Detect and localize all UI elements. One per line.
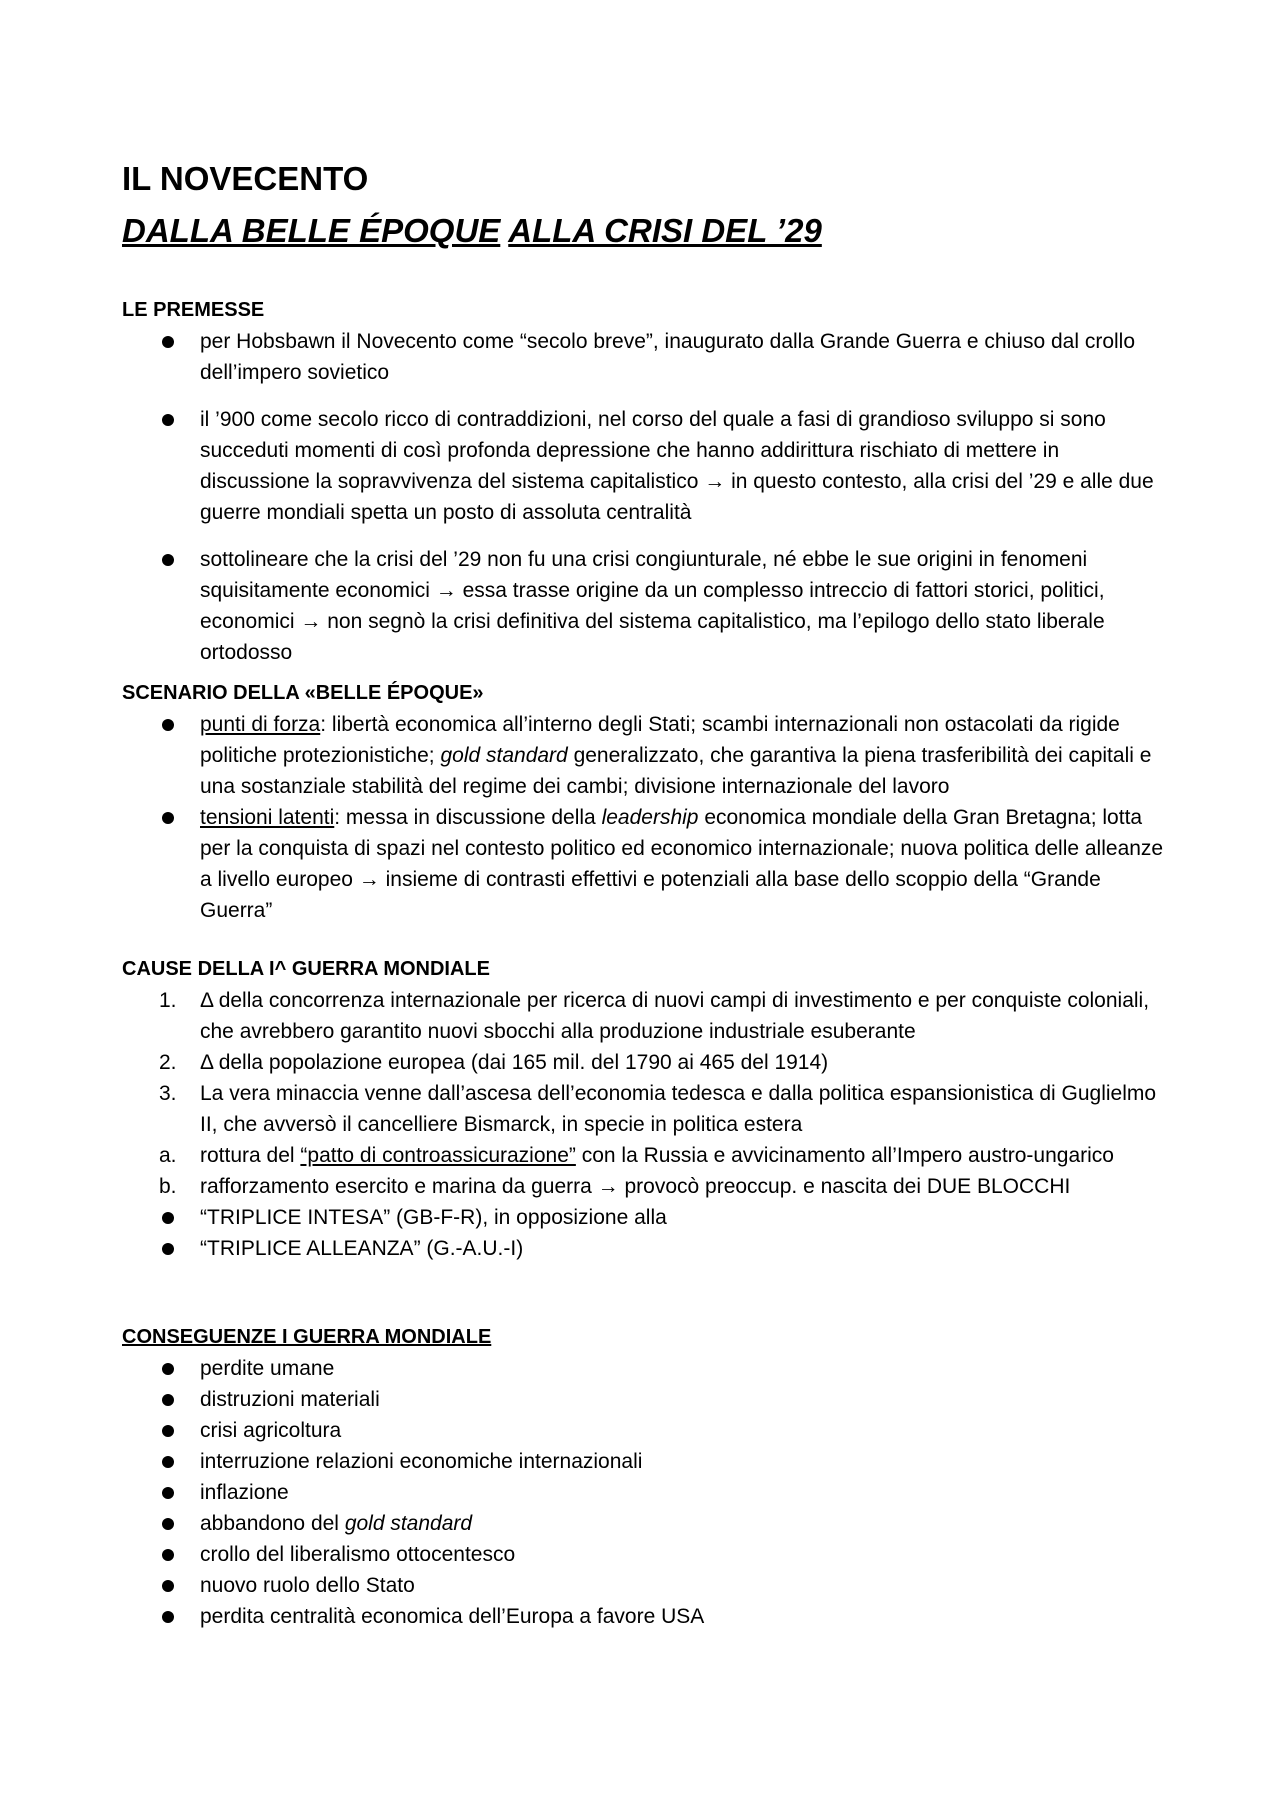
- list-item-text: La vera minaccia venne dall’ascesa dell’economia tedesca e dalla politica espansionistica di Guglielmo II, che avversò il cancelliere Bismarck, in specie in politica estera: [200, 1082, 1157, 1136]
- list-item: [122, 1508, 1170, 1539]
- document-title: IL NOVECENTO: [122, 160, 369, 197]
- list-item: [122, 1477, 1170, 1508]
- section-heading-cause: CAUSE DELLA I^ GUERRA MONDIALE: [122, 958, 490, 980]
- section-heading-premesse: LE PREMESSE: [122, 299, 265, 321]
- list-item-text: Δ della concorrenza internazionale per ricerca di nuovi campi di investimento e per conquiste coloniali, che avrebbero garantito nuovi sbocchi alla produzione industriale esuberante: [200, 989, 1150, 1043]
- list-item: [122, 1140, 1170, 1171]
- list-item: [122, 1384, 1170, 1415]
- list-marker: 3.: [159, 1082, 177, 1105]
- list-item-text: con la Russia e avvicinamento all’Impero austro-ungarico: [575, 1144, 1114, 1167]
- bullet-icon: [162, 1580, 174, 1592]
- list-item-text: : libertà economica all’interno degli Stati; scambi internazionali non ostacolati da rigide politiche protezionistiche;: [200, 713, 1120, 767]
- list-item: [122, 404, 1170, 528]
- list-item: [122, 1233, 1170, 1264]
- list-item: [122, 1171, 1170, 1202]
- emphasis-text: leadership: [601, 806, 699, 829]
- list-marker: 2.: [159, 1051, 177, 1074]
- list-item-text: abbandono del: [200, 1512, 345, 1535]
- bullet-icon: [162, 812, 174, 824]
- bullet-icon: [162, 336, 174, 348]
- list-item-text: “TRIPLICE INTESA” (GB-F-R), in opposizione alla: [200, 1206, 667, 1229]
- bullet-icon: [162, 719, 174, 731]
- bullet-icon: [162, 1425, 174, 1437]
- list-item-text: per Hobsbawn il Novecento come “secolo breve”, inaugurato dalla Grande Guerra e chiuso dal crollo dell’impero sovietico: [200, 330, 1136, 384]
- section-heading-scenario: SCENARIO DELLA «BELLE ÉPOQUE»: [122, 682, 484, 704]
- list-item-text: : messa in discussione della: [334, 806, 602, 829]
- list-item-text: perdita centralità economica dell’Europa a favore USA: [200, 1605, 705, 1628]
- list-item-text: distruzioni materiali: [200, 1388, 380, 1411]
- list-item: [122, 1078, 1170, 1140]
- subtitle-part-crisi: ALLA CRISI DEL ’29: [508, 212, 822, 249]
- bullet-icon: [162, 1611, 174, 1623]
- bullet-icon: [162, 554, 174, 566]
- subtitle-part-belle-epoque: DALLA BELLE ÉPOQUE: [122, 212, 501, 249]
- list-item-text: perdite umane: [200, 1357, 335, 1380]
- list-item: [122, 326, 1170, 388]
- patto-controassicurazione-text: “patto di controassicurazione”: [300, 1144, 576, 1167]
- list-item: [122, 1415, 1170, 1446]
- bullet-icon: [162, 1394, 174, 1406]
- list-item-text: inflazione: [200, 1481, 289, 1504]
- bullet-icon: [162, 1487, 174, 1499]
- list-item-text: “TRIPLICE ALLEANZA” (G.-A.U.-I): [200, 1237, 524, 1260]
- list-item: [122, 1446, 1170, 1477]
- tensioni-latenti-label: tensioni latenti: [200, 806, 335, 829]
- list-item-text: interruzione relazioni economiche internazionali: [200, 1450, 643, 1473]
- list-marker: b.: [159, 1175, 177, 1198]
- bullet-icon: [162, 1549, 174, 1561]
- bullet-icon: [162, 1243, 174, 1255]
- bullet-icon: [162, 1212, 174, 1224]
- list-item-text: rafforzamento esercito e marina da guerra → provocò preoccup. e nascita dei DUE BLOCCHI: [200, 1175, 1071, 1198]
- cause-list: [122, 985, 1170, 1264]
- list-item: [122, 1601, 1170, 1632]
- list-item: [122, 1202, 1170, 1233]
- list-marker: a.: [159, 1144, 177, 1167]
- list-item: [122, 544, 1170, 668]
- conseguenze-list: [122, 1353, 1170, 1632]
- list-item-text: crollo del liberalismo ottocentesco: [200, 1543, 516, 1566]
- section-heading-conseguenze: CONSEGUENZE I GUERRA MONDIALE: [122, 1326, 492, 1348]
- punti-di-forza-label: punti di forza: [200, 713, 321, 736]
- premesse-list: [122, 326, 1170, 668]
- list-item-text: economica mondiale della Gran Bretagna; lotta per la conquista di spazi nel contesto politico ed economico internazionale; nuova politica delle alleanze a livello europeo → insieme di contrasti effettivi e potenziali alla base dello scoppio della “Grande Guerra”: [200, 806, 1164, 922]
- list-item: [122, 985, 1170, 1047]
- list-item-text: generalizzato, che garantiva la piena trasferibilità dei capitali e una sostanziale stabilità del regime dei cambi; divisione internazionale del lavoro: [200, 744, 1152, 798]
- list-item-text: crisi agricoltura: [200, 1419, 342, 1442]
- emphasis-text: gold standard: [440, 744, 568, 767]
- bullet-icon: [162, 1363, 174, 1375]
- document-subtitle: [122, 205, 1170, 257]
- list-item-text: nuovo ruolo dello Stato: [200, 1574, 415, 1597]
- bullet-icon: [162, 414, 174, 426]
- list-item-text: sottolineare che la crisi del ’29 non fu una crisi congiunturale, né ebbe le sue origini in fenomeni squisitamente economici → essa trasse origine da un complesso intreccio di fattori storici, politici, economici → non segnò la crisi definitiva del sistema capitalistico, ma l’epilogo dello stato liberale ortodosso: [200, 548, 1105, 664]
- list-item: [122, 1047, 1170, 1078]
- list-item-text: Δ della popolazione europea (dai 165 mil. del 1790 ai 465 del 1914): [200, 1051, 829, 1074]
- emphasis-text: gold standard: [344, 1512, 473, 1535]
- list-item: [122, 1539, 1170, 1570]
- bullet-icon: [162, 1456, 174, 1468]
- bullet-icon: [162, 1518, 174, 1530]
- list-item: [122, 1353, 1170, 1384]
- list-item: [122, 709, 1170, 802]
- list-marker: 1.: [159, 989, 177, 1012]
- list-item: [122, 802, 1170, 926]
- list-item: [122, 1570, 1170, 1601]
- list-item-text: rottura del: [200, 1144, 301, 1167]
- list-item-text: il ’900 come secolo ricco di contraddizioni, nel corso del quale a fasi di grandioso sviluppo si sono succeduti momenti di così profonda depressione che hanno addirittura rischiato di mettere in discussione la sopravvivenza del sistema capitalistico → in questo contesto, alla crisi del ’29 e alle due guerre mondiali spetta un posto di assoluta centralità: [200, 408, 1154, 524]
- scenario-list: [122, 709, 1170, 926]
